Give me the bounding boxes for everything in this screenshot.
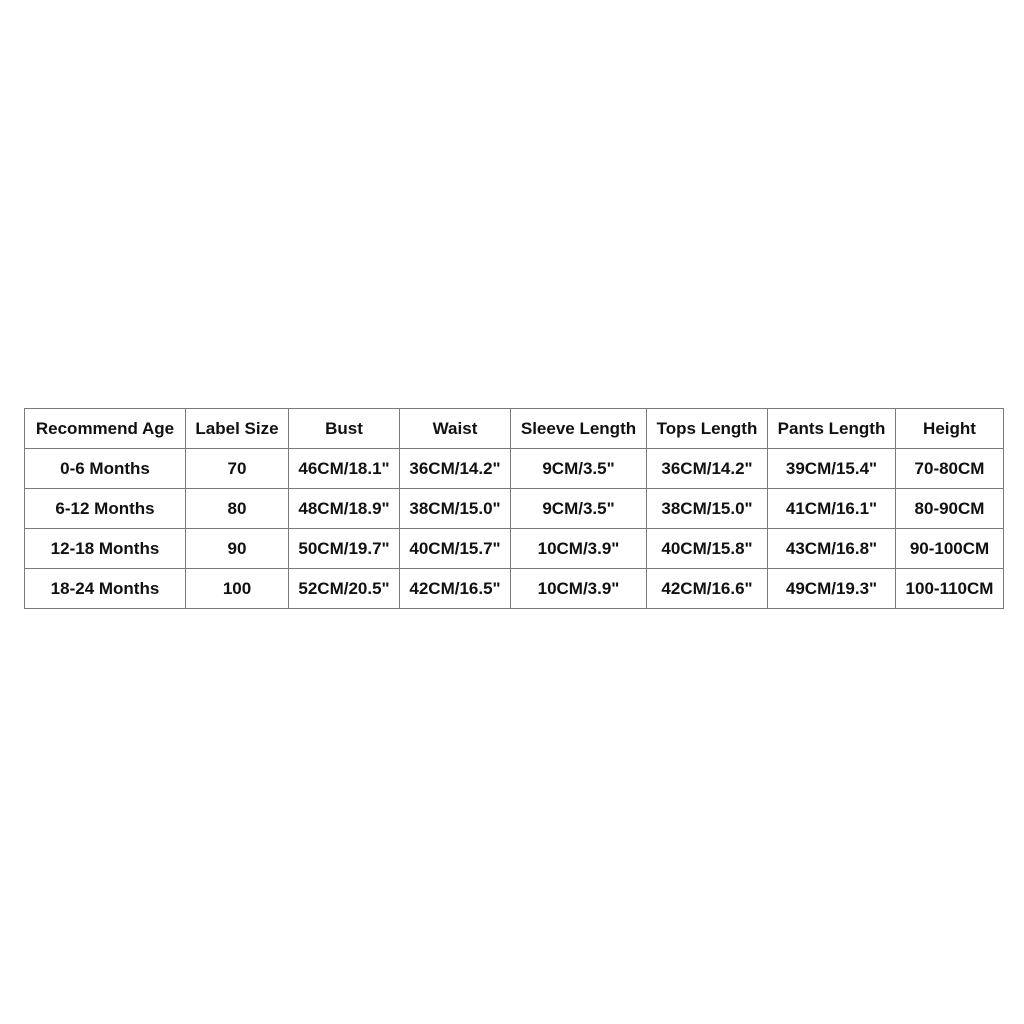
cell-waist: 40CM/15.7"	[400, 529, 511, 569]
cell-recommend-age: 18-24 Months	[25, 569, 186, 609]
header-sleeve-length: Sleeve Length	[511, 409, 647, 449]
table-row	[25, 569, 1004, 609]
cell-bust: 52CM/20.5"	[289, 569, 400, 609]
cell-label-size: 70	[186, 449, 289, 489]
cell-bust: 46CM/18.1"	[289, 449, 400, 489]
size-chart-table	[24, 408, 1004, 609]
cell-pants-length: 39CM/15.4"	[768, 449, 896, 489]
header-tops-length: Tops Length	[647, 409, 768, 449]
table-row	[25, 489, 1004, 529]
cell-height: 80-90CM	[896, 489, 1004, 529]
cell-sleeve-length: 9CM/3.5"	[511, 489, 647, 529]
cell-label-size: 80	[186, 489, 289, 529]
cell-recommend-age: 12-18 Months	[25, 529, 186, 569]
cell-pants-length: 43CM/16.8"	[768, 529, 896, 569]
cell-tops-length: 40CM/15.8"	[647, 529, 768, 569]
header-pants-length: Pants Length	[768, 409, 896, 449]
header-recommend-age: Recommend Age	[25, 409, 186, 449]
cell-pants-length: 41CM/16.1"	[768, 489, 896, 529]
cell-label-size: 100	[186, 569, 289, 609]
cell-bust: 48CM/18.9"	[289, 489, 400, 529]
header-bust: Bust	[289, 409, 400, 449]
table-row	[25, 529, 1004, 569]
header-label-size: Label Size	[186, 409, 289, 449]
cell-waist: 38CM/15.0"	[400, 489, 511, 529]
cell-recommend-age: 6-12 Months	[25, 489, 186, 529]
cell-height: 90-100CM	[896, 529, 1004, 569]
cell-waist: 36CM/14.2"	[400, 449, 511, 489]
cell-pants-length: 49CM/19.3"	[768, 569, 896, 609]
cell-height: 100-110CM	[896, 569, 1004, 609]
header-height: Height	[896, 409, 1004, 449]
header-row	[25, 409, 1004, 449]
cell-label-size: 90	[186, 529, 289, 569]
header-waist: Waist	[400, 409, 511, 449]
cell-tops-length: 42CM/16.6"	[647, 569, 768, 609]
cell-tops-length: 36CM/14.2"	[647, 449, 768, 489]
cell-sleeve-length: 9CM/3.5"	[511, 449, 647, 489]
cell-sleeve-length: 10CM/3.9"	[511, 529, 647, 569]
cell-tops-length: 38CM/15.0"	[647, 489, 768, 529]
cell-waist: 42CM/16.5"	[400, 569, 511, 609]
cell-bust: 50CM/19.7"	[289, 529, 400, 569]
cell-recommend-age: 0-6 Months	[25, 449, 186, 489]
cell-height: 70-80CM	[896, 449, 1004, 489]
cell-sleeve-length: 10CM/3.9"	[511, 569, 647, 609]
table-row	[25, 449, 1004, 489]
